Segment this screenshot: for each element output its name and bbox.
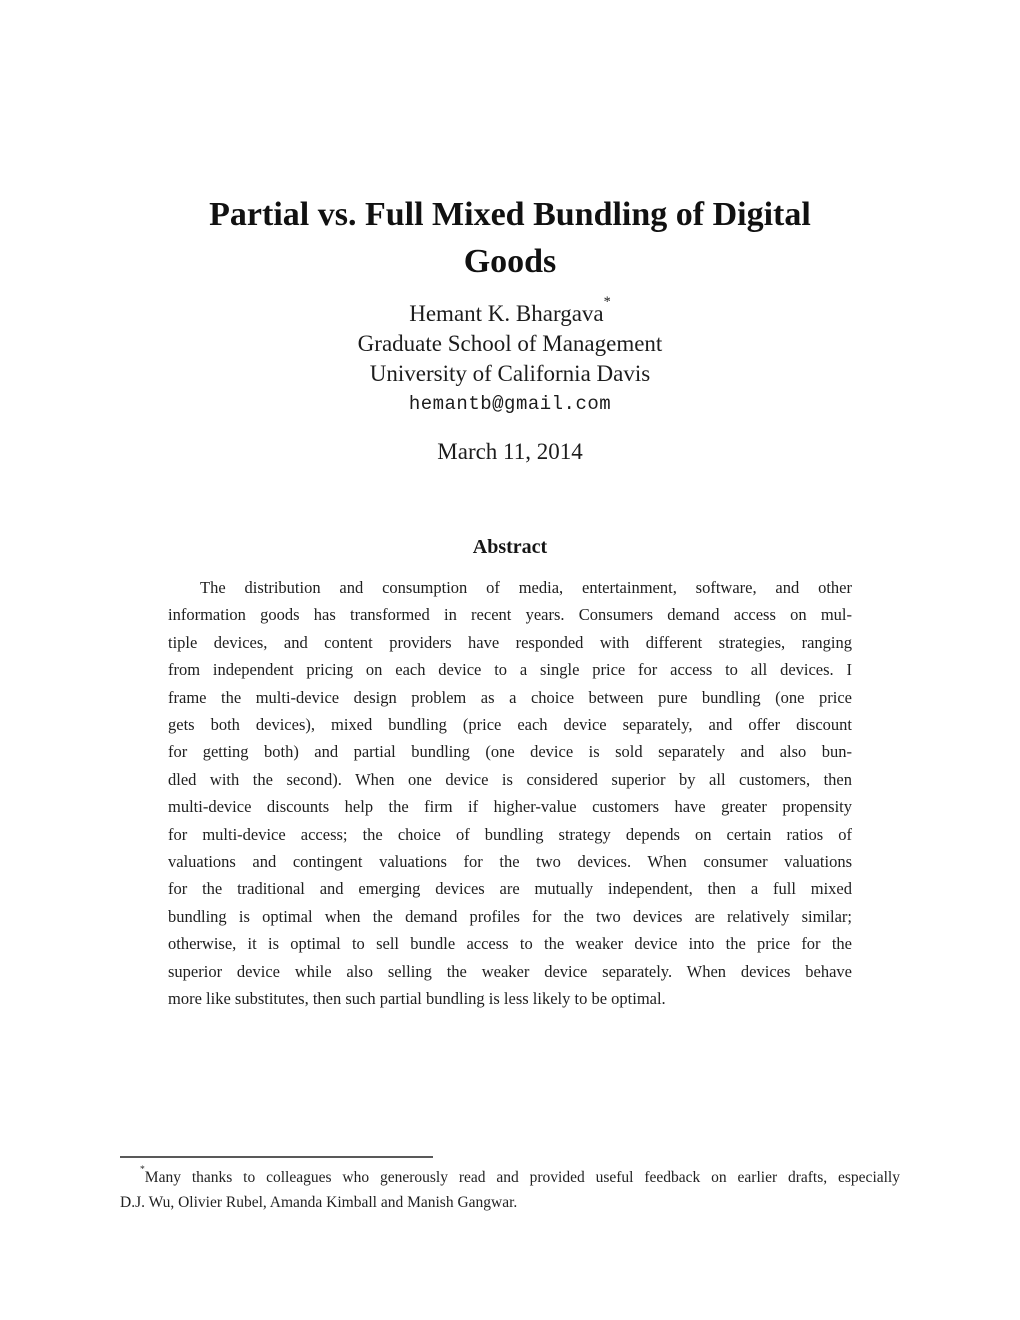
abstract-line: gets both devices), mixed bundling (price each device separately, and offer discount	[168, 715, 852, 735]
abstract-line: dled with the second). When one device is considered superior by all customers, then	[168, 769, 852, 789]
paper-date: March 11, 2014	[437, 439, 583, 464]
abstract-line: frame the multi-device design problem as a choice between pure bundling (one price	[168, 687, 852, 707]
paper-title	[0, 191, 1020, 285]
abstract-line: bundling is optimal when the demand profiles for the two devices are relatively similar;	[168, 906, 852, 926]
author-affiliation-university: University of California Davis	[369, 361, 651, 386]
author-block	[0, 293, 1020, 419]
footnote-rule	[120, 1156, 433, 1158]
abstract-line: multi-device discounts help the firm if higher-value customers have greater propensity	[168, 797, 852, 817]
footnote	[120, 1156, 900, 1215]
footnote-line	[120, 1165, 900, 1190]
abstract-line: tiple devices, and content providers have responded with different strategies, ranging	[168, 632, 852, 652]
author-footnote-marker: *	[603, 293, 611, 310]
abstract-line: information goods has transformed in recent years. Consumers demand access on mul-	[168, 605, 852, 625]
paper-title-line-2: Goods	[463, 243, 557, 280]
author-name-text: Hemant K. Bhargava	[409, 301, 604, 326]
author-name	[0, 293, 1020, 329]
author-affiliation-department: Graduate School of Management	[357, 331, 663, 356]
abstract-line: valuations and contingent valuations for the two devices. When consumer valuations	[168, 852, 852, 872]
abstract-line: from independent pricing on each device to a single price for access to all devices. I	[168, 660, 852, 680]
abstract-line: The distribution and consumption of media, entertainment, software, and other	[200, 578, 852, 597]
abstract-body	[168, 574, 852, 1013]
abstract-line: more like substitutes, then such partial bundling is less likely to be optimal.	[168, 989, 666, 1009]
abstract-heading: Abstract	[472, 536, 548, 558]
abstract-line: superior device while also selling the weaker device separately. When devices behave	[168, 961, 852, 981]
paper-title-line-1: Partial vs. Full Mixed Bundling of Digital	[209, 196, 811, 233]
author-email: hemantb@gmail.com	[408, 393, 612, 415]
abstract-line: for getting both) and partial bundling (one device is sold separately and also bun-	[168, 742, 852, 762]
abstract-line: otherwise, it is optimal to sell bundle access to the weaker device into the price for the	[168, 934, 852, 954]
abstract-line: for multi-device access; the choice of bundling strategy depends on certain ratios of	[168, 824, 852, 844]
abstract-line: for the traditional and emerging devices are mutually independent, then a full mixed	[168, 879, 852, 899]
footnote-text: Many thanks to colleagues who generously read and provided useful feedback on earlier drafts, especially	[144, 1169, 900, 1186]
footnote-line: D.J. Wu, Olivier Rubel, Amanda Kimball and Manish Gangwar.	[120, 1194, 518, 1211]
footnote-marker: *	[140, 1163, 145, 1175]
